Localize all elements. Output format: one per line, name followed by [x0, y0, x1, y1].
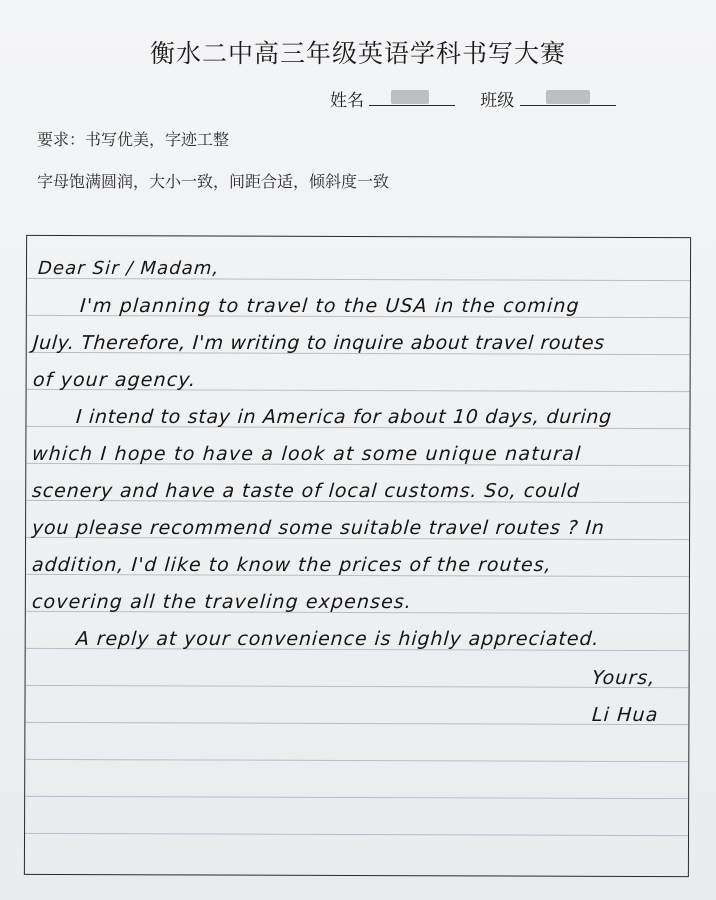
redacted-class-mark [546, 90, 590, 104]
letter-closing-line: A reply at your convenience is highly appreciated. [75, 628, 601, 650]
ruled-line [26, 685, 689, 688]
letter-line: scenery and have a taste of local customs. So, could [31, 480, 581, 502]
name-field [369, 87, 455, 106]
ruled-line [25, 833, 688, 836]
redacted-name-mark [391, 90, 429, 104]
name-label: 姓名 [330, 91, 364, 111]
requirement-line-1: 要求：书写优美，字迹工整 [37, 130, 230, 149]
class-label: 班级 [480, 91, 515, 111]
letter-signoff: Yours, [591, 667, 657, 689]
letter-line: which I hope to have a look at some unique natural [31, 443, 583, 465]
student-info-line [330, 86, 616, 111]
letter-line: I'm planning to travel to the USA in the coming [79, 295, 581, 317]
letter-line: addition, I'd like to know the prices of the routes, [31, 554, 553, 576]
page-title: 衡水二中高三年级英语学科书写大赛 [149, 39, 566, 68]
ruled-line [25, 759, 688, 762]
letter-line: you please recommend some suitable travel routes ? In [31, 517, 606, 539]
letter-line: I intend to stay in America for about 10 days, during [75, 406, 613, 428]
letter-line: of your agency. [32, 369, 198, 391]
ruled-line [25, 722, 688, 725]
ruled-line [25, 796, 688, 799]
letter-signature: Li Hua [591, 704, 660, 726]
letter-salutation: Dear Sir / Madam, [37, 258, 221, 279]
letter-line: covering all the traveling expenses. [31, 591, 413, 613]
class-field [520, 87, 616, 106]
requirement-line-2: 字母饱满圆润，大小一致，间距合适，倾斜度一致 [37, 172, 390, 191]
letter-line: July. Therefore, I'm writing to inquire about travel routes [32, 332, 606, 354]
